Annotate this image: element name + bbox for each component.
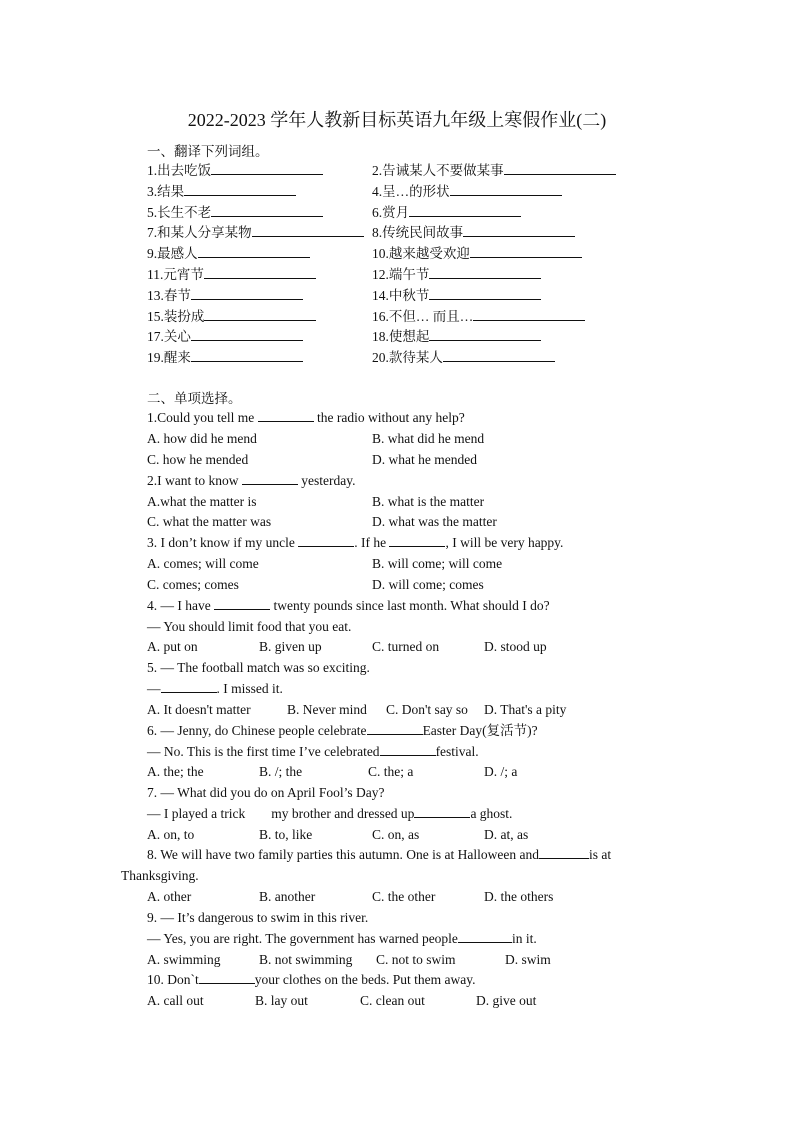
option-d: D. swim — [505, 952, 551, 967]
vocab-item: 9.最感人 — [147, 243, 310, 263]
option-b: B. what did he mend — [372, 431, 485, 446]
vocab-item: 10.越来越受欢迎 — [372, 243, 582, 263]
option-a: A. call out — [147, 993, 204, 1008]
question-6: 6. — Jenny, do Chinese people celebrate Easter Day(复活节)? — [147, 723, 538, 738]
option-c: C. clean out — [360, 993, 425, 1008]
question-7: 7. — What did you do on April Fool’s Day? — [147, 785, 385, 800]
vocab-item: 1.出去吃饭 — [147, 160, 323, 180]
option-a: A. swimming — [147, 952, 221, 967]
vocab-item: 4.呈…的形状 — [372, 181, 562, 201]
section2-heading: 二、单项选择。 — [147, 391, 242, 406]
vocab-item: 2.告诫某人不要做某事 — [372, 160, 616, 180]
vocab-item: 14.中秋节 — [372, 285, 541, 305]
question-7-reply: — I played a trick my brother and dressed up a ghost. — [147, 806, 513, 821]
vocab-item: 3.结果 — [147, 181, 296, 201]
vocab-item: 5.长生不老 — [147, 202, 323, 222]
option-d: D. the others — [484, 889, 554, 904]
option-b: B. will come; will come — [372, 556, 503, 571]
option-b: B. lay out — [255, 993, 308, 1008]
question-5-reply: — . I missed it. — [147, 681, 283, 696]
vocab-item: 19.醒来 — [147, 347, 303, 367]
vocab-item: 8.传统民间故事 — [372, 222, 575, 242]
option-d: D. at, as — [484, 827, 529, 842]
vocab-item: 6.赏月 — [372, 202, 521, 222]
question-8-continued: Thanksgiving. — [121, 868, 199, 883]
vocab-item: 16.不但… 而且… — [372, 306, 585, 326]
option-c: C. on, as — [372, 827, 420, 842]
option-c: C. the other — [372, 889, 436, 904]
option-a: A. the; the — [147, 764, 204, 779]
option-c: C. turned on — [372, 639, 440, 654]
option-c: C. not to swim — [376, 952, 456, 967]
question-1: 1.Could you tell me the radio without any help? — [147, 410, 465, 425]
option-b: B. not swimming — [259, 952, 353, 967]
option-c: C. how he mended — [147, 452, 249, 467]
vocab-item: 20.款待某人 — [372, 347, 555, 367]
option-d: D. what he mended — [372, 452, 477, 467]
vocab-item: 13.春节 — [147, 285, 303, 305]
question-8: 8. We will have two family parties this autumn. One is at Halloween and is at — [147, 847, 612, 862]
question-2: 2.I want to know yesterday. — [147, 473, 356, 488]
vocab-item: 17.关心 — [147, 326, 303, 346]
option-a: A. on, to — [147, 827, 195, 842]
option-d: D. stood up — [484, 639, 547, 654]
section1-heading: 一、翻译下列词组。 — [147, 144, 269, 159]
option-c: C. Don't say so — [386, 702, 468, 717]
option-b: B. what is the matter — [372, 494, 485, 509]
option-a: A. other — [147, 889, 192, 904]
vocab-item: 7.和某人分享某物 — [147, 222, 364, 242]
option-a: A. put on — [147, 639, 198, 654]
question-10: 10. Don`t your clothes on the beds. Put them away. — [147, 972, 476, 987]
option-c: C. comes; comes — [147, 577, 239, 592]
option-b: B. to, like — [259, 827, 313, 842]
option-c: C. the; a — [368, 764, 414, 779]
vocab-item: 11.元宵节 — [147, 264, 316, 284]
option-a: A. how did he mend — [147, 431, 257, 446]
option-c: C. what the matter was — [147, 514, 272, 529]
option-d: D. what was the matter — [372, 514, 497, 529]
option-a: A. comes; will come — [147, 556, 259, 571]
option-a: A. It doesn't matter — [147, 702, 251, 717]
question-5: 5. — The football match was so exciting. — [147, 660, 370, 675]
option-b: B. given up — [259, 639, 322, 654]
question-4: 4. — I have twenty pounds since last month. What should I do? — [147, 598, 550, 613]
option-d: D. will come; comes — [372, 577, 484, 592]
option-b: B. another — [259, 889, 316, 904]
option-b: B. Never mind — [287, 702, 367, 717]
option-a: A.what the matter is — [147, 494, 257, 509]
option-d: D. give out — [476, 993, 537, 1008]
question-3: 3. I don’t know if my uncle . If he , I will be very happy. — [147, 535, 564, 550]
option-d: D. /; a — [484, 764, 518, 779]
question-4-reply: — You should limit food that you eat. — [147, 619, 352, 634]
vocab-item: 12.端午节 — [372, 264, 541, 284]
option-b: B. /; the — [259, 764, 303, 779]
vocab-item: 15.装扮成 — [147, 306, 316, 326]
question-6-reply: — No. This is the first time I’ve celebrated festival. — [147, 744, 479, 759]
vocab-item: 18.使想起 — [372, 326, 541, 346]
question-9: 9. — It’s dangerous to swim in this river. — [147, 910, 369, 925]
page-title: 2022-2023 学年人教新目标英语九年级上寒假作业(二) — [187, 110, 607, 130]
option-d: D. That's a pity — [484, 702, 567, 717]
question-9-reply: — Yes, you are right. The government has warned people in it. — [147, 931, 537, 946]
